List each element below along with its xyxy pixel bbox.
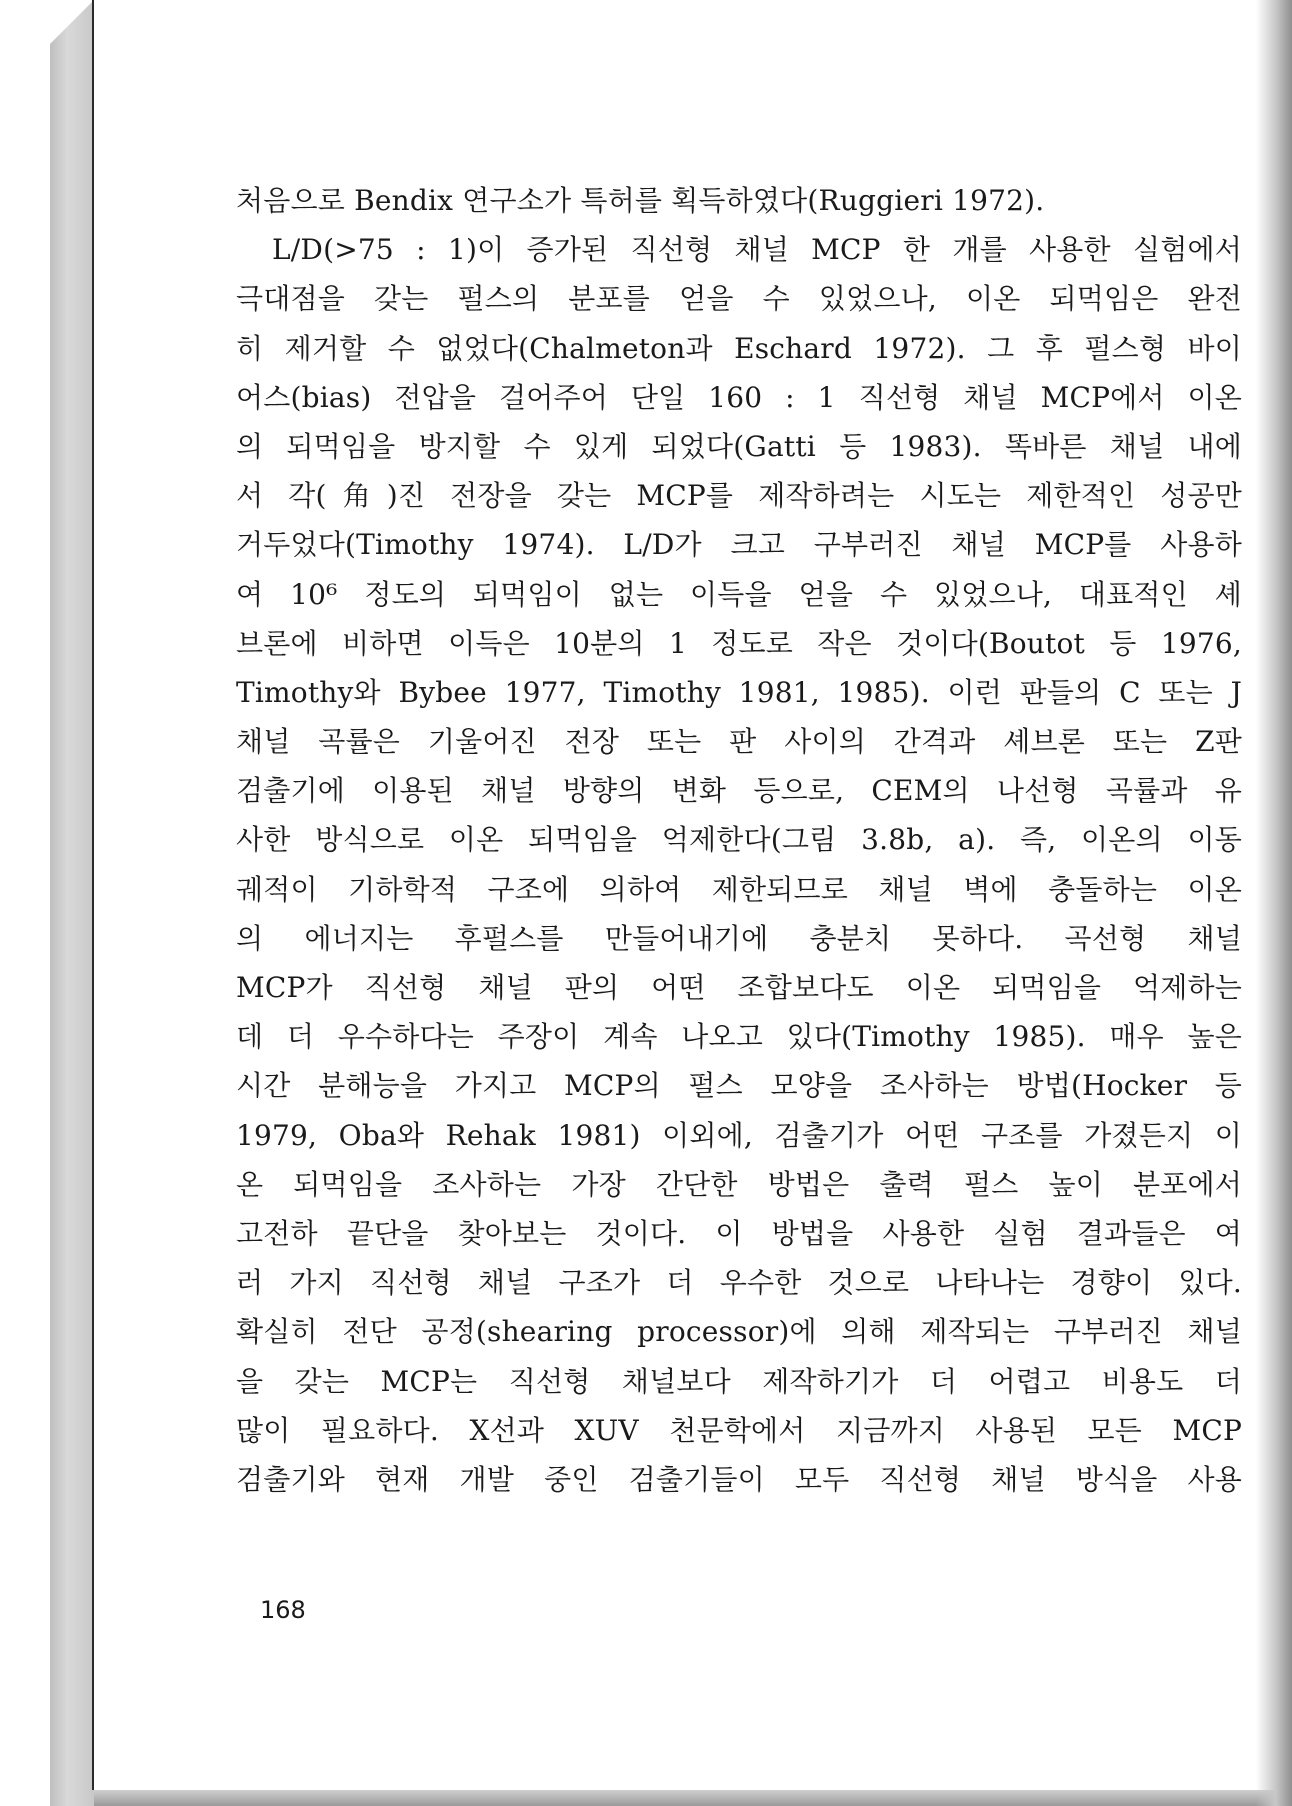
text-line: 확실히 전단 공정(shearing processor)에 의해 제작되는 구부러진 채널	[236, 1315, 1242, 1349]
text-line: L/D(>75 : 1)이 증가된 직선형 채널 MCP 한 개를 사용한 실험에서	[272, 233, 1242, 267]
text-line: 서 각(角)진 전장을 갖는 MCP를 제작하려는 시도는 제한적인 성공만	[236, 479, 1242, 513]
text-line: 고전하 끝단을 찾아보는 것이다. 이 방법을 사용한 실험 결과들은 여	[236, 1216, 1242, 1250]
text-line: 히 제거할 수 없었다(Chalmeton과 Eschard 1972). 그 후 펄스형 바이	[236, 331, 1242, 365]
text-line: 데 더 우수하다는 주장이 계속 나오고 있다(Timothy 1985). 매우 높은	[236, 1020, 1242, 1054]
text-line: 처음으로 Bendix 연구소가 특허를 획득하였다(Ruggieri 1972).	[236, 184, 1045, 217]
text-line: 러 가지 직선형 채널 구조가 더 우수한 것으로 나타나는 경향이 있다.	[236, 1266, 1242, 1300]
book-stack-bottom-edge	[94, 1790, 1292, 1806]
text-line: 궤적이 기하학적 구조에 의하여 제한되므로 채널 벽에 충돌하는 이온	[236, 872, 1242, 906]
book-page	[92, 0, 1258, 1790]
text-line: 거두었다(Timothy 1974). L/D가 크고 구부러진 채널 MCP를 사용하	[236, 528, 1242, 562]
text-line: 검출기에 이용된 채널 방향의 변화 등으로, CEM의 나선형 곡률과 유	[236, 774, 1242, 808]
text-line: 온 되먹임을 조사하는 가장 간단한 방법은 출력 펄스 높이 분포에서	[236, 1167, 1242, 1201]
body-text	[236, 176, 1242, 1504]
text-line: 어스(bias) 전압을 걸어주어 단일 160 : 1 직선형 채널 MCP에서 이온	[236, 380, 1242, 414]
text-line: 채널 곡률은 기울어진 전장 또는 판 사이의 간격과 셰브론 또는 Z판	[236, 725, 1242, 759]
text-line: 을 갖는 MCP는 직선형 채널보다 제작하기가 더 어렵고 비용도 더	[236, 1364, 1242, 1398]
text-line: 의 에너지는 후펄스를 만들어내기에 충분치 못하다. 곡선형 채널	[236, 921, 1242, 955]
page-number: 168	[260, 1596, 306, 1624]
page-right-shadow	[1256, 0, 1292, 1806]
text-line: 브론에 비하면 이득은 10분의 1 정도로 작은 것이다(Boutot 등 1976,	[236, 626, 1242, 660]
text-line: 극대점을 갖는 펄스의 분포를 얻을 수 있었으나, 이온 되먹임은 완전	[236, 282, 1242, 316]
text-line: 여 10⁶ 정도의 되먹임이 없는 이득을 얻을 수 있었으나, 대표적인 셰	[236, 577, 1242, 611]
text-line: 의 되먹임을 방지할 수 있게 되었다(Gatti 등 1983). 똑바른 채널 내에	[236, 429, 1242, 463]
text-line: 검출기와 현재 개발 중인 검출기들이 모두 직선형 채널 방식을 사용	[236, 1462, 1242, 1496]
text-line: MCP가 직선형 채널 판의 어떤 조합보다도 이온 되먹임을 억제하는	[236, 971, 1242, 1004]
text-line: Timothy와 Bybee 1977, Timothy 1981, 1985). 이런 판들의 C 또는 J	[236, 675, 1242, 709]
text-line: 사한 방식으로 이온 되먹임을 억제한다(그림 3.8b, a). 즉, 이온의 이동	[236, 823, 1242, 857]
text-line: 많이 필요하다. X선과 XUV 천문학에서 지금까지 사용된 모든 MCP	[236, 1413, 1242, 1447]
text-line: 시간 분해능을 가지고 MCP의 펄스 모양을 조사하는 방법(Hocker 등	[236, 1069, 1242, 1103]
book-stack-left-edge	[50, 0, 94, 1806]
text-line: 1979, Oba와 Rehak 1981) 이외에, 검출기가 어떤 구조를 가졌든지 이	[236, 1118, 1242, 1152]
